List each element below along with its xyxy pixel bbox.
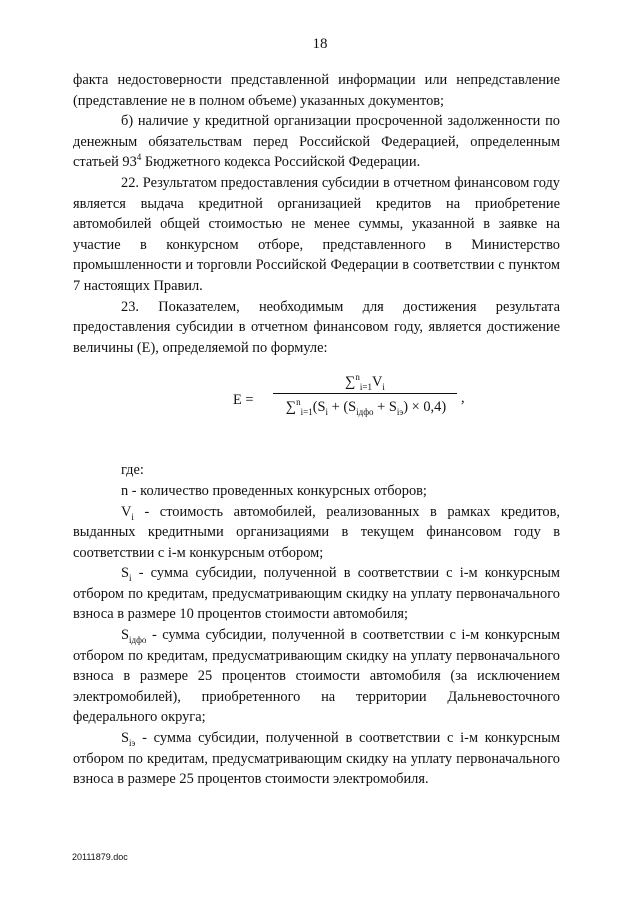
formula-e xyxy=(73,370,560,444)
definition-n: n - количество проведенных конкурсных отборов; xyxy=(121,482,427,499)
definition-sie: $S_{iэ}$ - сумма субсидии, полученной в соответствии с i-м конкурсным отбором по кредитам, предусматривающим скидку на уплату первоначального взноса в размере 25 процентов стоимости электромобиля. xyxy=(73,730,560,788)
fraction-bar xyxy=(273,393,457,394)
formula-lhs: E = xyxy=(233,392,254,409)
article-superscript: 4 xyxy=(136,152,142,163)
document-filename: 20111879.doc xyxy=(72,852,128,862)
formula-numerator: $\sum^n_{i=1}V_i$ xyxy=(345,372,385,393)
formula-comma: , xyxy=(461,390,465,407)
page-number: 18 xyxy=(312,36,328,52)
definition-si: $S_i$ - сумма субсидии, полученной в соответствии с i-м конкурсным отбором по кредитам, предусматривающим скидку на уплату первоначального взноса в размере 10 процентов стоимости автомобиля; xyxy=(73,565,560,623)
paragraph-22: 22. Результатом предоставления субсидии в отчетном финансовом году является выдача кредитной организацией кредитов на приобретение автомобилей общей стоимостью не менее суммы, указанной в заявке на участие в конкурсном отборе, представленного в Министерство промышленности и торговли Российской Федерации в соответствии с пунктом 7 настоящих Правил. xyxy=(73,174,560,294)
paragraph-continuation: факта недостоверности представленной информации или непредставление (представление не в полном объеме) указанных документов; xyxy=(73,72,560,109)
definition-vi: $V_i$ - стоимость автомобилей, реализованных в рамках кредитов, выданных кредитными организациями в текущем финансовом году в соответствии с i-м конкурсным отбором; xyxy=(73,503,560,561)
definition-sidfo: $S_{iдфо}$ - сумма субсидии, полученной в соответствии с i-м конкурсным отбором по кредитам, предусматривающим скидку на уплату первоначального взноса в размере 25 процентов стоимости автомобиля (за исключением электромобилей), приобретенного на территории Дальневосточного федерального округа; xyxy=(73,627,560,726)
paragraph-23: 23. Показателем, необходимым для достижения результата предоставления субсидии в отчетном финансовом году, является достижение величины (E), определяемой по формуле: xyxy=(73,298,560,356)
document-body xyxy=(73,70,560,790)
paragraph-b: б) наличие у кредитной организации просроченной задолженности по денежным обязательствам перед Российской Федерацией, определенным статьей $93^4$ Бюджетного кодекса Российской Федерации. xyxy=(73,113,560,171)
where-label: где: xyxy=(121,462,144,479)
formula-denominator: $\sum^n_{i=1}(S_i + (S_{iдфо} + S_{iэ}) \times 0,4)$ xyxy=(285,397,447,418)
